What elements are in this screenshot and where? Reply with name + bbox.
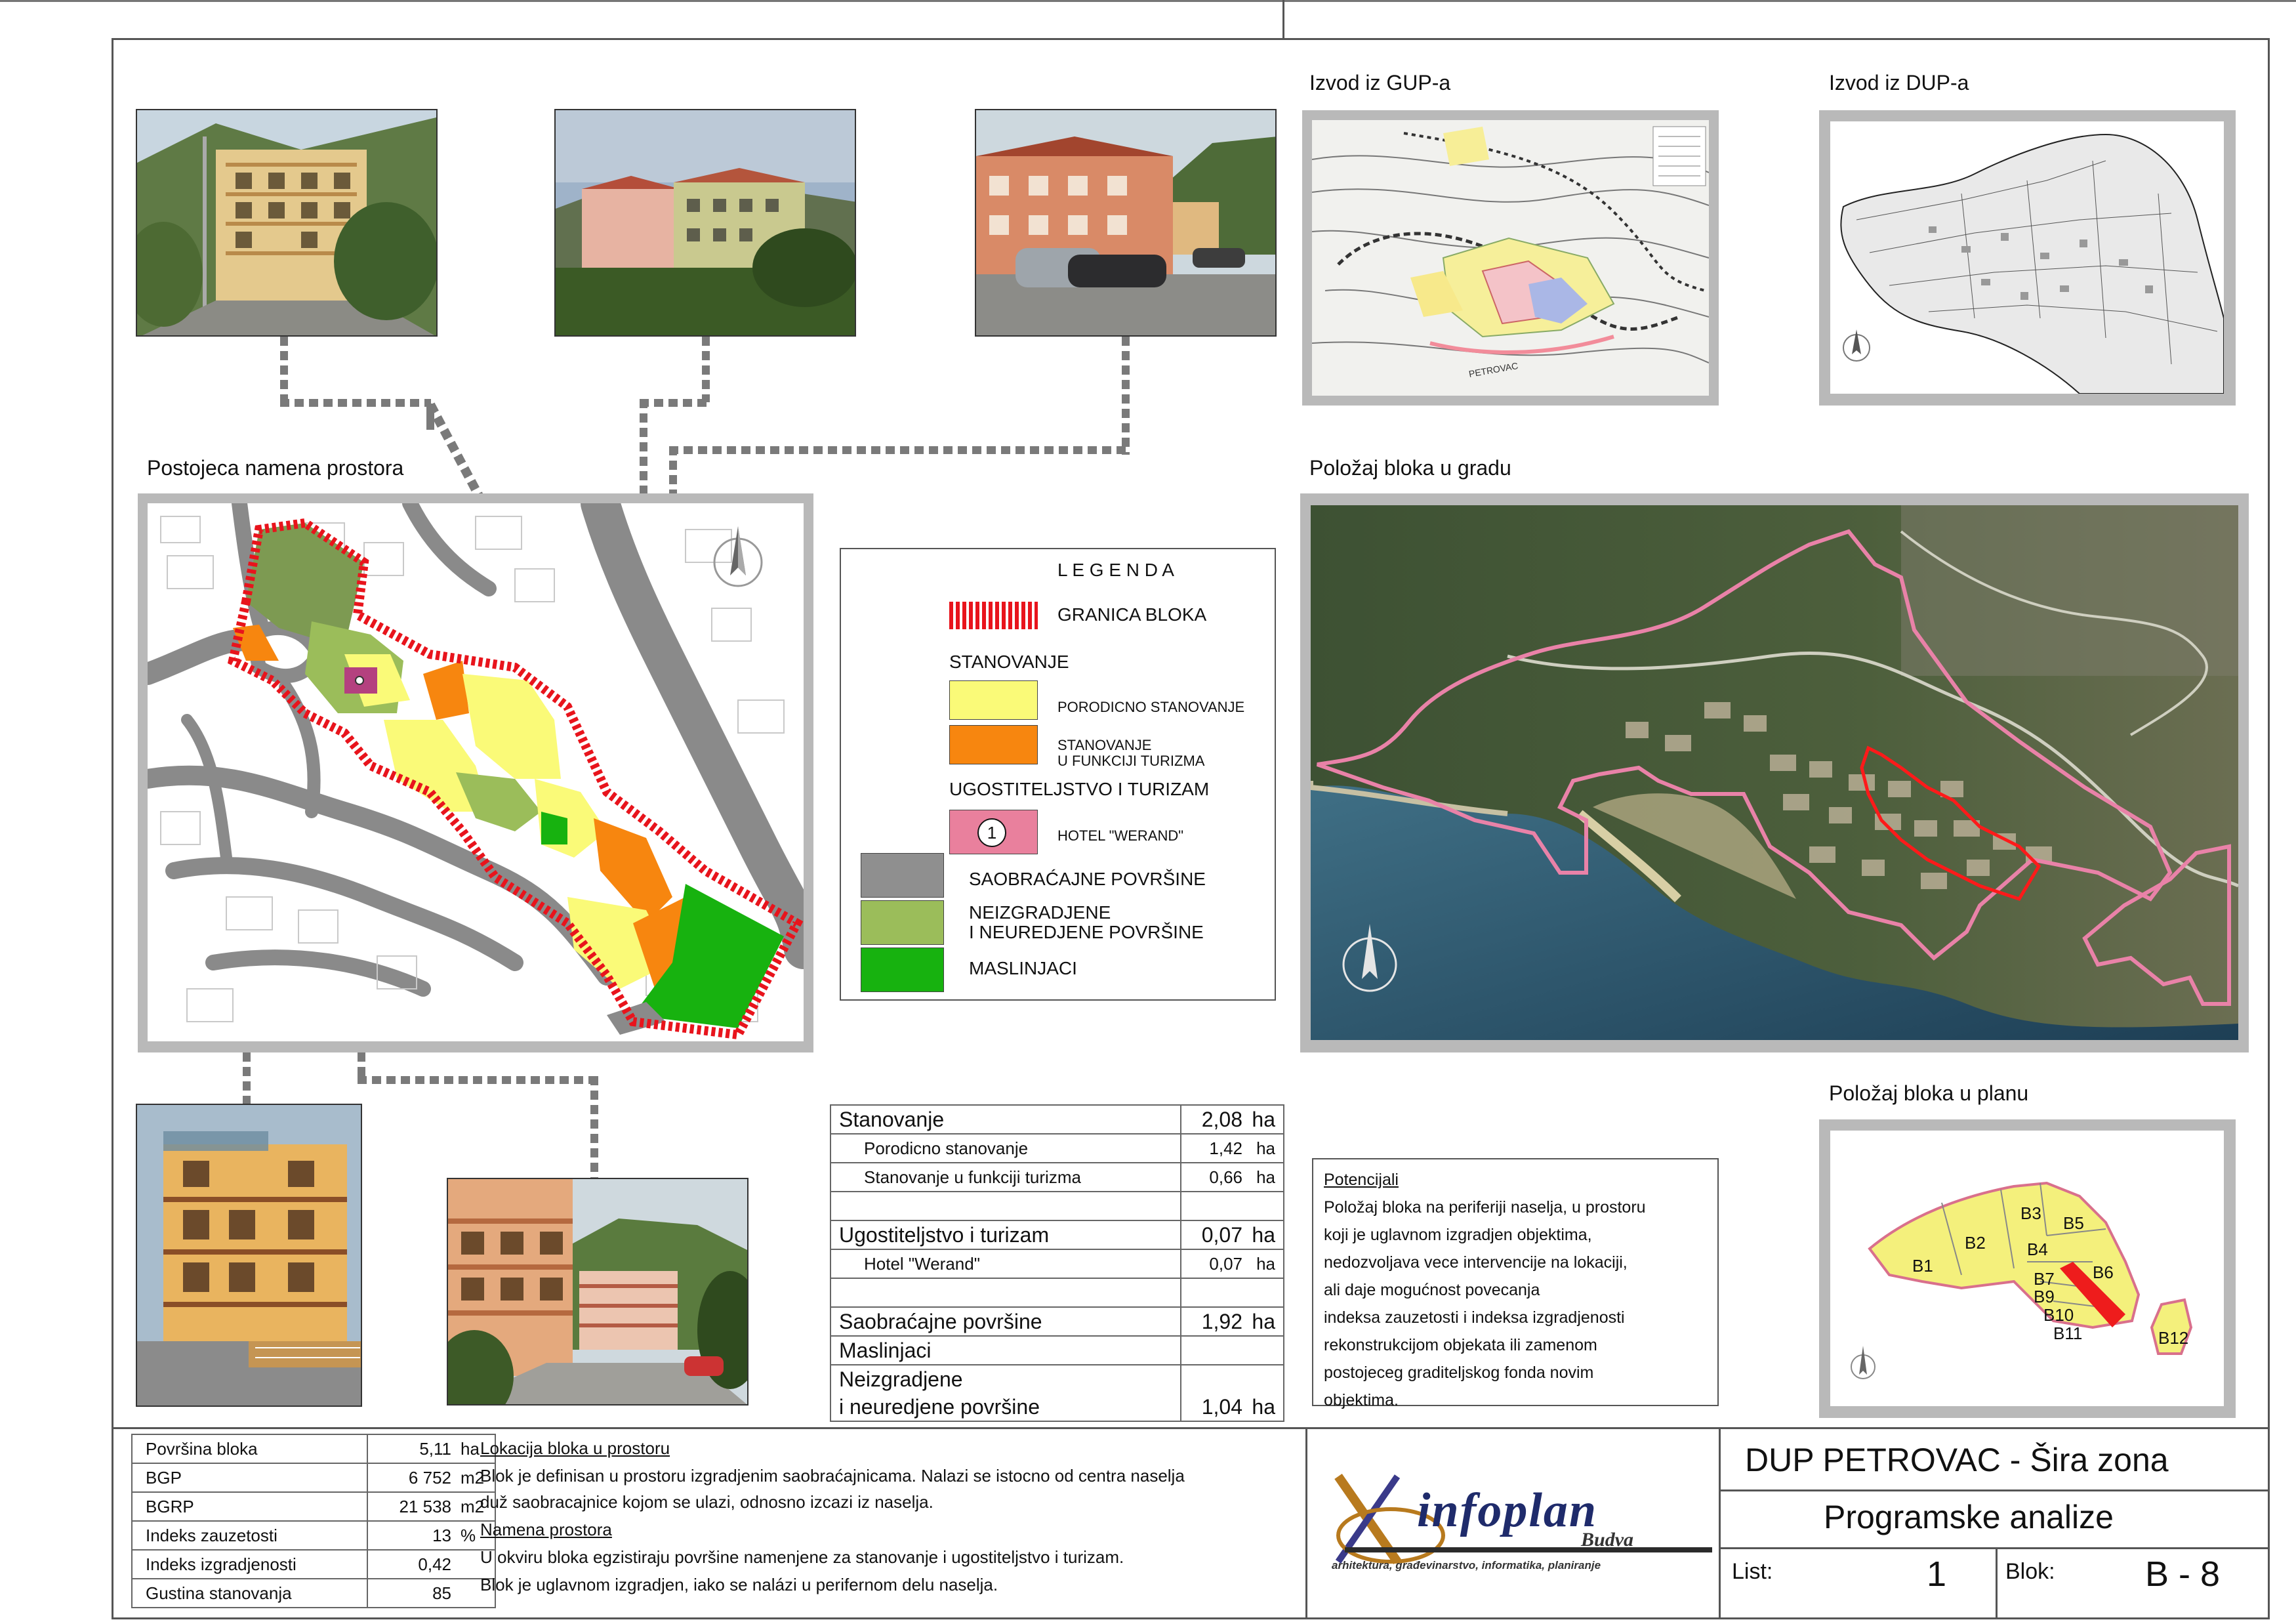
land-use-row [830, 1336, 1284, 1365]
connector-line [640, 399, 708, 407]
land-use-row [830, 1365, 1284, 1393]
indicator-row [132, 1579, 495, 1608]
caption-gup: Izvod iz GUP-a [1309, 71, 1451, 94]
indicator-label: Indeks izgradjenosti [132, 1550, 367, 1579]
legend-label-undeveloped-2: I NEUREDJENE POVRŠINE [969, 922, 1204, 942]
divider [1305, 1427, 1307, 1619]
indicator-value: 13 [367, 1521, 459, 1550]
legend-label-family-housing: PORODICNO STANOVANJE [1057, 699, 1245, 715]
land-use-row [830, 1249, 1284, 1278]
land-use-value: 0,07 [1209, 1253, 1242, 1274]
list-label: List: [1732, 1559, 1773, 1584]
legend-swatch-hotel [949, 810, 1038, 854]
indicator-unit: m2 [459, 1463, 495, 1492]
legend-swatch-family-housing [949, 680, 1038, 720]
usage-title: Namena prostora [480, 1520, 612, 1539]
title-divider [1720, 1489, 2270, 1491]
connector-line [280, 337, 288, 402]
plan-block-label: B11 [2053, 1323, 2083, 1343]
indicator-label: Indeks zauzetosti [132, 1521, 367, 1550]
indicator-row [132, 1521, 495, 1550]
land-use-label: Porodicno stanovanje [830, 1134, 1181, 1163]
location-line-2: duž saobracajnice kojom se ulazi, odnosno izcazi iz naselja. [480, 1492, 933, 1512]
location-title: Lokacija bloka u prostoru [480, 1438, 670, 1458]
land-use-value-cell [1181, 1278, 1284, 1307]
land-use-value-cell [1181, 1393, 1284, 1421]
indicator-label: Gustina stanovanja [132, 1579, 367, 1608]
land-use-row [830, 1163, 1284, 1192]
land-use-value-cell [1181, 1220, 1284, 1249]
land-use-value-cell [1181, 1163, 1284, 1192]
connector-line [243, 1052, 251, 1104]
land-use-value-cell [1181, 1365, 1284, 1393]
potentials-title: Potencijali [1324, 1171, 1399, 1189]
land-use-table [830, 1104, 1284, 1422]
infoplan-logo [1319, 1463, 1712, 1581]
land-use-label: Stanovanje u funkciji turizma [830, 1163, 1181, 1192]
land-use-label: Stanovanje [830, 1105, 1181, 1134]
existing-use-map [148, 503, 804, 1041]
plan-block-label: B4 [2027, 1239, 2048, 1259]
indicator-value: 0,42 [367, 1550, 459, 1579]
legend-swatch-traffic [861, 853, 944, 898]
connector-line [1122, 337, 1130, 455]
indicator-value: 6 752 [367, 1463, 459, 1492]
land-use-label: Saobraćajne površine [830, 1307, 1181, 1336]
caption-city-position: Položaj bloka u gradu [1309, 456, 1511, 480]
dup-map [1830, 121, 2224, 394]
photo-building-5 [447, 1178, 748, 1405]
potentials-line: ali daje mogućnost povecanja [1324, 1281, 1540, 1299]
plan-block-label: B2 [1965, 1233, 1986, 1253]
land-use-label: Maslinjaci [830, 1336, 1181, 1365]
land-use-value: 0,66 [1209, 1167, 1242, 1187]
connector-line [669, 446, 677, 499]
legend-label-tourism-housing-2: U FUNKCIJI TURIZMA [1057, 753, 1205, 769]
land-use-value: 2,08 [1201, 1107, 1242, 1131]
land-use-unit: ha [1252, 1222, 1275, 1247]
land-use-row [830, 1105, 1284, 1134]
potentials-line: objektima. [1324, 1391, 1399, 1409]
indicator-value: 5,11 [367, 1434, 459, 1463]
land-use-value: 0,07 [1201, 1222, 1242, 1247]
potentials-box [1312, 1158, 1719, 1409]
plan-block-label: B3 [2020, 1203, 2041, 1223]
photo-building-4 [136, 1104, 362, 1407]
land-use-row [830, 1278, 1284, 1307]
land-use-value: 1,42 [1209, 1138, 1242, 1158]
connector-line [702, 337, 710, 402]
photo-building-3 [975, 109, 1277, 337]
potentials-line: koji je uglavnom izgradjen objektima, [1324, 1226, 1592, 1244]
aerial-photo [1311, 505, 2238, 1040]
indicator-unit: m2 [459, 1492, 495, 1521]
land-use-label [830, 1192, 1181, 1220]
legend-swatch-olive-groves [861, 947, 944, 992]
plan-map [1830, 1131, 2224, 1406]
title-block [1720, 1429, 2270, 1619]
legend-section-housing: STANOVANJE [949, 652, 1069, 672]
land-use-row [830, 1134, 1284, 1163]
indicator-unit: % [459, 1521, 495, 1550]
land-use-unit: ha [1252, 1394, 1275, 1419]
indicator-label: BGP [132, 1463, 367, 1492]
connector-line [640, 399, 647, 504]
land-use-label: Hotel "Werand" [830, 1249, 1181, 1278]
land-use-value-cell [1181, 1307, 1284, 1336]
indicator-value: 21 538 [367, 1492, 459, 1521]
list-value: 1 [1927, 1554, 1947, 1594]
indicator-unit: ha [459, 1434, 495, 1463]
connector-line [669, 446, 1128, 454]
plan-block-label: B7 [2034, 1269, 2055, 1289]
project-title: DUP PETROVAC - Šira zona [1745, 1442, 2169, 1478]
legend-title: L E G E N D A [1057, 560, 1174, 580]
indicator-row [132, 1463, 495, 1492]
land-use-row [830, 1307, 1284, 1336]
caption-dup: Izvod iz DUP-a [1829, 71, 1969, 94]
plan-block-label: B10 [2043, 1305, 2074, 1325]
land-use-value-cell [1181, 1192, 1284, 1220]
land-use-row [830, 1192, 1284, 1220]
land-use-unit: ha [1252, 1309, 1275, 1333]
legend-label-block-border: GRANICA BLOKA [1057, 604, 1207, 625]
gup-map [1312, 120, 1709, 396]
title-divider [1996, 1547, 1998, 1619]
potentials-line: rekonstrukcijom objekata ili zamenom [1324, 1336, 1597, 1354]
legend-label-tourism-housing-1: STANOVANJE [1057, 737, 1152, 753]
connector-line [280, 399, 431, 407]
legend-swatch-undeveloped [861, 900, 944, 945]
indicator-value: 85 [367, 1579, 459, 1608]
land-use-unit: ha [1252, 1107, 1275, 1131]
potentials-line: nedozvoljava vece intervencije na lokaciji, [1324, 1253, 1628, 1272]
indicator-row [132, 1434, 495, 1463]
legend [840, 548, 1276, 1001]
legend-label-hotel: HOTEL "WERAND" [1057, 827, 1184, 844]
potentials-line: postojeceg graditeljskog fonda novim [1324, 1364, 1594, 1382]
location-line-1: Blok je definisan u prostoru izgradjenim saobraćajnicama. Nalazi se istocno od centra naselja [480, 1466, 1185, 1486]
logo-tagline: arhitektura, građevinarstvo, informatika, planiranje [1332, 1559, 1601, 1572]
blok-label: Blok: [2005, 1559, 2055, 1584]
sheet-top-rule [0, 0, 2296, 2]
usage-line-2: Blok je uglavnom izgradjen, iako se nalázi u perifernom delu naselja. [480, 1575, 998, 1594]
plan-block-label: B1 [1912, 1256, 1933, 1276]
usage-line-1: U okviru bloka egzistiraju površine namenjene za stanovanje i ugostiteljstvo i turizam. [480, 1547, 1124, 1567]
plan-block-label: B12 [2158, 1328, 2189, 1348]
land-use-value: 1,92 [1201, 1309, 1242, 1333]
project-subtitle: Programske analize [1824, 1499, 2114, 1535]
photo-building-2 [554, 109, 856, 337]
logo-city: Budva [1581, 1529, 1634, 1551]
gup-place-label: PETROVAC [1467, 360, 1519, 379]
land-use-unit: ha [1256, 1138, 1275, 1158]
land-use-row [830, 1220, 1284, 1249]
land-use-label: Ugostiteljstvo i turizam [830, 1220, 1181, 1249]
land-use-value-cell [1181, 1134, 1284, 1163]
photo-building-1 [136, 109, 438, 337]
land-use-label: Neizgradjene [830, 1365, 1181, 1393]
title-divider [1720, 1547, 2270, 1549]
land-use-value-cell [1181, 1336, 1284, 1365]
indicator-label: BGRP [132, 1492, 367, 1521]
connector-line [358, 1076, 597, 1084]
sheet-fold-line [1282, 0, 1284, 38]
potentials-line: indeksa zauzetosti i indeksa izgradjenosti [1324, 1308, 1625, 1327]
land-use-unit: ha [1256, 1167, 1275, 1187]
land-use-unit: ha [1256, 1253, 1275, 1274]
indicator-row [132, 1492, 495, 1521]
plan-block-label: B5 [2063, 1213, 2084, 1233]
land-use-value: 1,04 [1201, 1394, 1242, 1419]
caption-plan-position: Položaj bloka u planu [1829, 1081, 2029, 1105]
plan-block-label: B6 [2093, 1262, 2114, 1282]
hotel-marker: 1 [977, 818, 1006, 847]
indicator-label: Površina bloka [132, 1434, 367, 1463]
legend-swatch-tourism-housing [949, 725, 1038, 764]
logo-name: infoplan [1417, 1484, 1598, 1537]
legend-section-hospitality: UGOSTITELJSTVO I TURIZAM [949, 779, 1210, 799]
caption-existing-use: Postojeca namena prostora [147, 456, 404, 480]
land-use-value-cell [1181, 1105, 1284, 1134]
potentials-line: Položaj bloka na periferiji naselja, u prostoru [1324, 1198, 1646, 1217]
block-indicators-table [131, 1434, 496, 1608]
indicator-row [132, 1550, 495, 1579]
land-use-row [830, 1393, 1284, 1421]
legend-label-traffic: SAOBRAĆAJNE POVRŠINE [969, 869, 1206, 889]
blok-value: B - 8 [2145, 1554, 2221, 1594]
land-use-value-cell [1181, 1249, 1284, 1278]
legend-label-olive-groves: MASLINJACI [969, 958, 1077, 978]
plan-block-label: B9 [2034, 1287, 2055, 1306]
land-use-label [830, 1278, 1181, 1307]
connector-line [590, 1076, 598, 1178]
legend-label-undeveloped-1: NEIZGRADJENE [969, 902, 1111, 923]
legend-swatch-block-border [949, 602, 1038, 629]
land-use-label: i neuredjene površine [830, 1393, 1181, 1421]
